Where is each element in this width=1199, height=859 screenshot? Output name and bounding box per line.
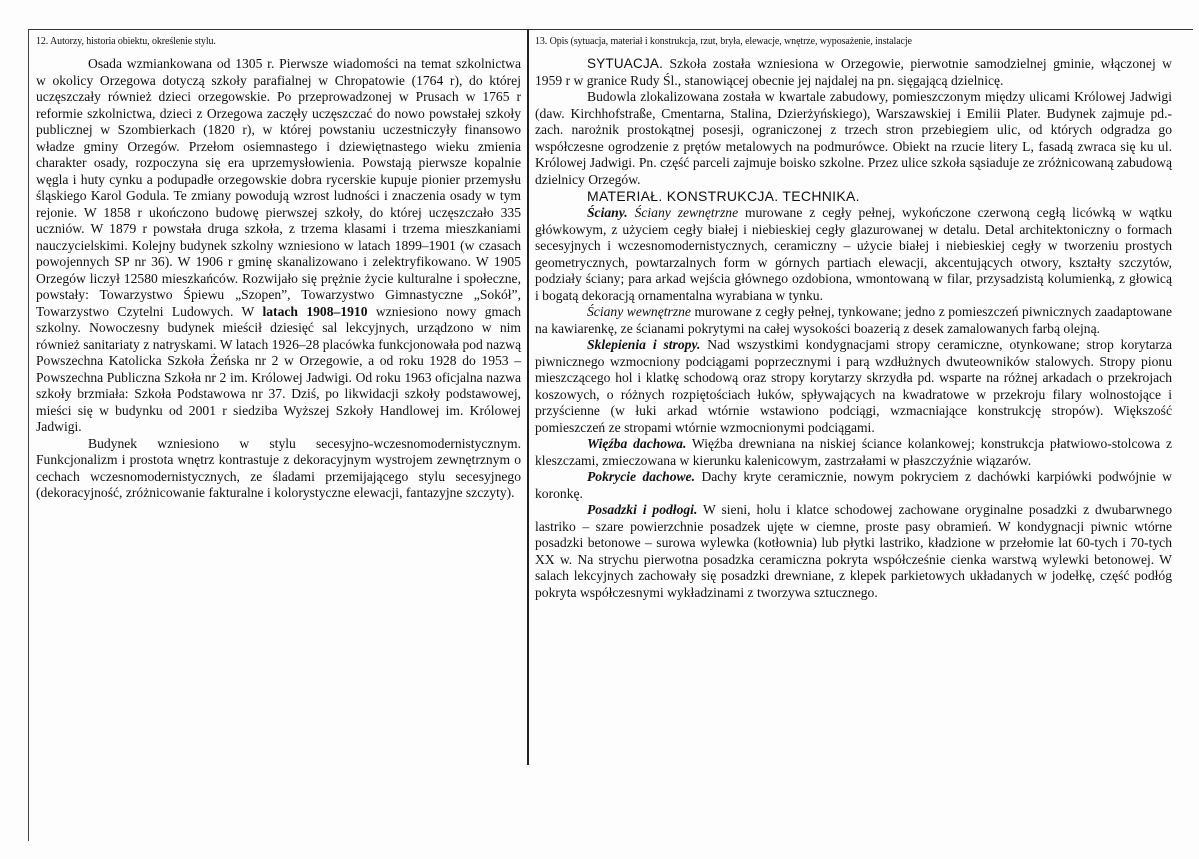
walls-internal-paragraph xyxy=(535,304,1172,337)
history-text-part2: wzniesiono nowy gmach szkolny. Nowoczesny budynek mieścił dziesięć sal lekcyjnych, urządzono w nim również sanitariaty z natryskami. W latach 1926–28 placówka funkcjonowała pod nazwą Powszechna Katolicka Szkoła Żeńska nr 2 w Orzegowie, a od roku 1928 do 1953 – Powszechna Publiczna Szkoła nr 2 im. Królowej Jadwigi. Od roku 1963 oficjalna nazwa szkoły brzmiała: Szkoła Podstawowa nr 37. Dziś, po likwidacji szkoły podstawowej, mieści się w budynku od 2001 r siedziba Wyższej Szkoły Handlowej im. Królowej Jadwigi. xyxy=(36,303,521,434)
situation-text: Szkoła została wzniesiona w Orzegowie, pierwotnie samodzielnej gminie, włączonej w 1959 r w granice Rudy Śl., stanowiącej obecnie jej najdalej na pn. sięgającą dzielnicę. xyxy=(535,56,1172,88)
truss-paragraph xyxy=(535,436,1172,469)
walls-external-text: murowane z cegły pełnej, wykończone czerwoną cegłą licówką w wątku główkowym, z użyciem cegły białej i niebieskiej cegły glazurowanej w detalu. Detal architektoniczny o formach secesyjnych i wczesnomodernistycznych, ceramiczny – użycie białej i niebieskiej cegły w tworzeniu prostych geometrycznych, powtarzalnych form w górnych partiach elewacji, akcentujących otwory, kształty szczytów, podziały ściany; para arkad wejścia głównego ozdobiona, wmontowaną w filar, przysadzistą kolumienką, z głowicą i bogatą dekoracją ornamentalna wyrabiana w tynku. xyxy=(535,205,1173,303)
situation-paragraph xyxy=(535,56,1172,89)
vaults-paragraph xyxy=(535,337,1172,436)
situation-label: SYTUACJA. xyxy=(587,56,664,71)
walls-internal-label: Ściany wewnętrzne xyxy=(587,304,691,319)
floors-text: W sieni, holu i klatce schodowej zachowane oryginalne posadzki z dwubarwnego lastriko – szare powierzchnie posadzek ujęte w ciemne, proste pasy obramień. W kondygnacji piwnic wtórne posadzki betonowe – surowa wylewka (kotłownia) lub płytki lastriko, kładzione w przełomie lat 60-tych i 70-tych XX w. Na strychu pierwotna posadzka ceramiczna pokryta współcześnie cienka warstwą wylewki betonowej. W salach lekcyjnych zachowały się posadzki drewniane, z klepek parkietowych układanych w jodełkę, część podłóg pokryta współczesnymi wykładzinami z tworzywa sztucznego. xyxy=(535,502,1173,600)
vaults-label: Sklepienia i stropy. xyxy=(587,337,701,352)
history-text-part1: Osada wzmiankowana od 1305 r. Pierwsze wiadomości na temat szkolnictwa w okolicy Orzegowa dotyczą szkoły parafialnej w Chropatowie (1764 r), do której uczęszczały również dzieci orzegowskie. Po przeprowadzonej w Prusach w 1765 r reformie szkolnictwa, dzieci z Orzegowa zaczęły uczęszczać do nowo powstałej szkoły publicznej w Szombierkach (1820 r), w której powstaniu uczestniczyły finansowo władze gminy Orzegów. Przełom osiemnastego i dziewiętnastego wieku zmienia charakter osady, rozpoczyna się era uprzemysłowienia. Powstają pierwsze kopalnie węgla i huty cynku a podupadłe orzegowskie dobra rycerskie kupuje pionier przemysłu śląskiego Karol Godula. Te zmiany powodują wzrost ludności i znaczenia osady w tym rejonie. W 1858 r ukończono budowę pierwszej szkoły, do której uczęszczało 335 uczniów. W 1879 r powstała druga szkoła, z trzema klasami i trzema mieszkaniami nauczycielskimi. Kolejny budynek szkolny wzniesiono w latach 1899–1901 (w czasach powojennych SP nr 36). W 1906 r gminę skanalizowano i zelektryfikowano. W 1905 Orzegów liczył 12580 mieszkańców. Rozwijało się prężnie życie kulturalne i społeczne, powstały: Towarzystwo Śpiewu „Szopen”, Towarzystwo Gimnastyczne „Sokół”, Towarzystwo Czytelni Ludowych. W xyxy=(36,56,521,319)
walls-external-label: Ściany zewnętrzne xyxy=(634,205,739,220)
right-column xyxy=(535,36,1172,601)
top-rule xyxy=(28,29,1193,30)
floors-label: Posadzki i podłogi. xyxy=(587,502,698,517)
history-bold-years: latach 1908–1910 xyxy=(262,303,368,319)
column-divider xyxy=(527,29,529,765)
walls-internal-text: murowane z cegły pełnej, tynkowane; jedno z pomieszczeń piwnicznych zaadaptowane na kawiarenkę, ze ścianami pokrytymi na całej wysokości boazerią z desek zamalowanych farbą olejną. xyxy=(535,304,1172,336)
style-paragraph: Budynek wzniesiono w stylu secesyjno-wczesnomodernistycznym. Funkcjonalizm i prostota wnętrz kontrastuje z dekoracyjnym wystrojem zewnętrznym o cechach wczesnomodernistycznych, ze śladami przemijającego stylu secesyjnego (dekoracyjność, zróżnicowanie fakturalne i kolorystyczne elewacji, fantazyjne szczyty). xyxy=(36,435,521,500)
truss-text: Więźba drewniana na niskiej ściance kolankowej; konstrukcja płatwiowo-stolcowa z kleszczami, zmieczowana w kierunku kalenicowym, zastrzałami w płaszczyźnie wiązarów. xyxy=(535,436,1172,468)
right-section-heading: 13. Opis (sytuacja, materiał i konstrukcja, rzut, bryła, elewacje, wnętrze, wyposażenie, instalacje xyxy=(535,36,912,47)
history-paragraph xyxy=(36,56,521,436)
left-section-heading: 12. Autorzy, historia obiektu, określenie stylu. xyxy=(36,36,216,47)
left-column xyxy=(36,36,521,502)
roof-paragraph xyxy=(535,469,1172,502)
material-section-title: MATERIAŁ. KONSTRUKCJA. TECHNIKA. xyxy=(587,188,860,204)
truss-label: Więźba dachowa. xyxy=(587,436,687,451)
walls-label: Ściany. xyxy=(587,205,628,220)
floors-paragraph xyxy=(535,502,1172,601)
roof-text: Dachy kryte ceramicznie, nowym pokryciem z dachówki karpiówki podwójnie w koronkę. xyxy=(535,469,1172,501)
vaults-text: Nad wszystkimi kondygnacjami stropy ceramiczne, otynkowane; strop korytarza piwnicznego wzmocniony podciągami poprzecznymi i parą wzdłużnych dwuteowników stalowych. Stropy pionu mieszczącego hol i klatkę schodową oraz stropy korytarzy skrzydła pd. wsparte na różnej arkadach o przekrojach koszowych, o różnych rozpiętościach łuków, spływających na kwadratowe w przekroju filary wolnostojące i przyścienne (w łuki arkad wtórnie wstawiono podciągi, wzmacniające konstrukcję stropów). Większość pomieszczeń ze stropami wtórnie wzmocnionymi podciągami. xyxy=(535,337,1172,435)
walls-external-paragraph xyxy=(535,205,1172,304)
left-rule xyxy=(28,29,29,841)
location-paragraph: Budowla zlokalizowana została w kwartale zabudowy, pomieszczonym między ulicami Królowej Jadwigi (daw. Kirchhofstraße, Cmentarna, Stalina, Dzierżyńskiego), Warszawskiej i Emilii Plater. Budynek zajmuje pd.-zach. narożnik prostokątnej posesji, ograniczonej z trzech stron przebiegiem ulic, od których odgradza go współczesne ogrodzenie z prętów metalowych na podmurówce. Obiekt na rzucie litery L, fasadą zwraca się ku ul. Królowej Jadwigi. Pn. część parceli zajmuje boisko szkolne. Przez ulice szkoła sąsiaduje ze zróżnicowaną zabudową dzielnicy Orzegów. xyxy=(535,89,1172,187)
roof-label: Pokrycie dachowe. xyxy=(587,469,695,484)
